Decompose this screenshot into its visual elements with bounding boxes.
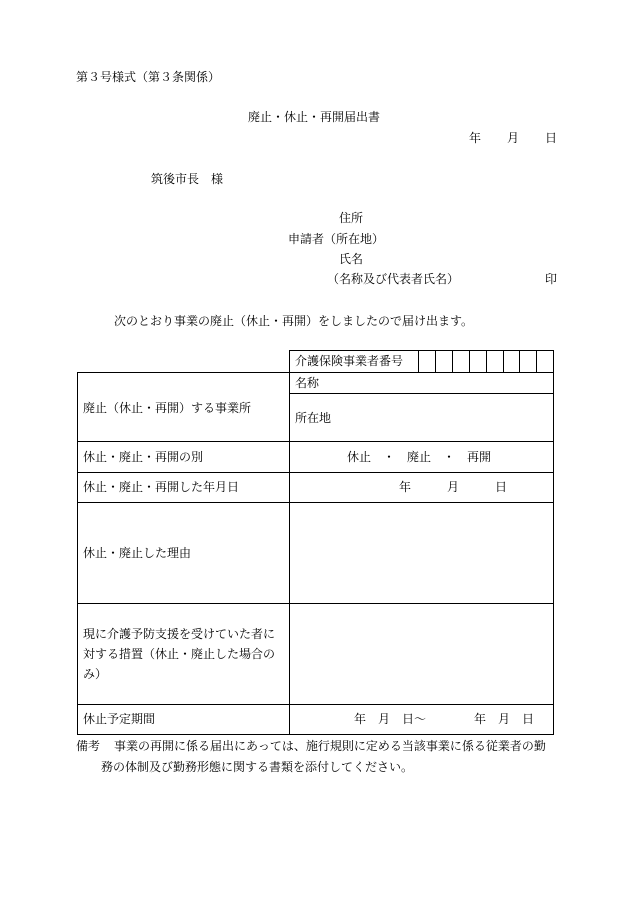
table-line (77, 704, 554, 705)
number-box-divider (435, 350, 436, 372)
notes-line1: 事業の再開に係る届出にあっては、施行規則に定める当該事業に係る従業者の勤 (114, 739, 546, 753)
table-line (77, 441, 554, 442)
date-day-label: 日 (545, 131, 558, 145)
number-box-divider (486, 350, 487, 372)
notes-line2: 務の体制及び勤務形態に関する書類を添付してください。 (101, 760, 414, 774)
date-label: 休止・廃止・再開した年月日 (83, 480, 240, 494)
date-value: 年 月 日 (399, 480, 508, 494)
document-title: 廃止・休止・再開届出書 (248, 110, 381, 124)
table-line (77, 372, 78, 735)
representative-label: （名称及び代表者氏名） (327, 272, 460, 286)
number-box-divider (536, 350, 537, 372)
type-options: 休止 ・ 廃止 ・ 再開 (347, 450, 492, 464)
office-name-label: 名称 (295, 376, 320, 390)
table-line (553, 350, 554, 735)
table-line (77, 734, 554, 735)
table-line (289, 350, 554, 351)
table-line (77, 603, 554, 604)
applicant-label: 申請者（所在地） (288, 232, 385, 246)
date-year-label: 年 (469, 131, 482, 145)
seal-mark: 印 (545, 272, 558, 286)
type-label: 休止・廃止・再開の別 (83, 450, 204, 464)
reason-label: 休止・廃止した理由 (83, 546, 192, 560)
provider-number-label: 介護保険事業者番号 (295, 354, 404, 368)
date-month-label: 月 (507, 131, 520, 145)
form-number: 第３号様式（第３条関係） (76, 70, 221, 84)
table-line (77, 472, 554, 473)
table-line (289, 393, 554, 394)
table-line (77, 502, 554, 503)
measures-label-line2: 対する措置（休止・廃止した場合の (83, 647, 276, 661)
number-box-divider (452, 350, 453, 372)
table-line (77, 372, 554, 373)
name-label: 氏名 (339, 252, 364, 266)
number-box-divider (469, 350, 470, 372)
notes-label: 備考 (76, 739, 101, 753)
period-value: 年 月 日～ 年 月 日 (354, 712, 535, 726)
period-label: 休止予定期間 (83, 712, 156, 726)
measures-label-line1: 現に介護予防支援を受けていた者に (83, 627, 276, 641)
number-box-divider (418, 350, 419, 372)
table-line (289, 350, 290, 735)
intro-text: 次のとおり事業の廃止（休止・再開）をしましたので届け出ます。 (114, 314, 474, 328)
number-box-divider (503, 350, 504, 372)
measures-label-line3: み） (83, 667, 108, 681)
address-label: 住所 (339, 211, 364, 225)
number-box-divider (519, 350, 520, 372)
office-location-label: 所在地 (295, 411, 332, 425)
addressee: 筑後市長 様 (151, 172, 224, 186)
office-label: 廃止（休止・再開）する事業所 (83, 401, 252, 415)
